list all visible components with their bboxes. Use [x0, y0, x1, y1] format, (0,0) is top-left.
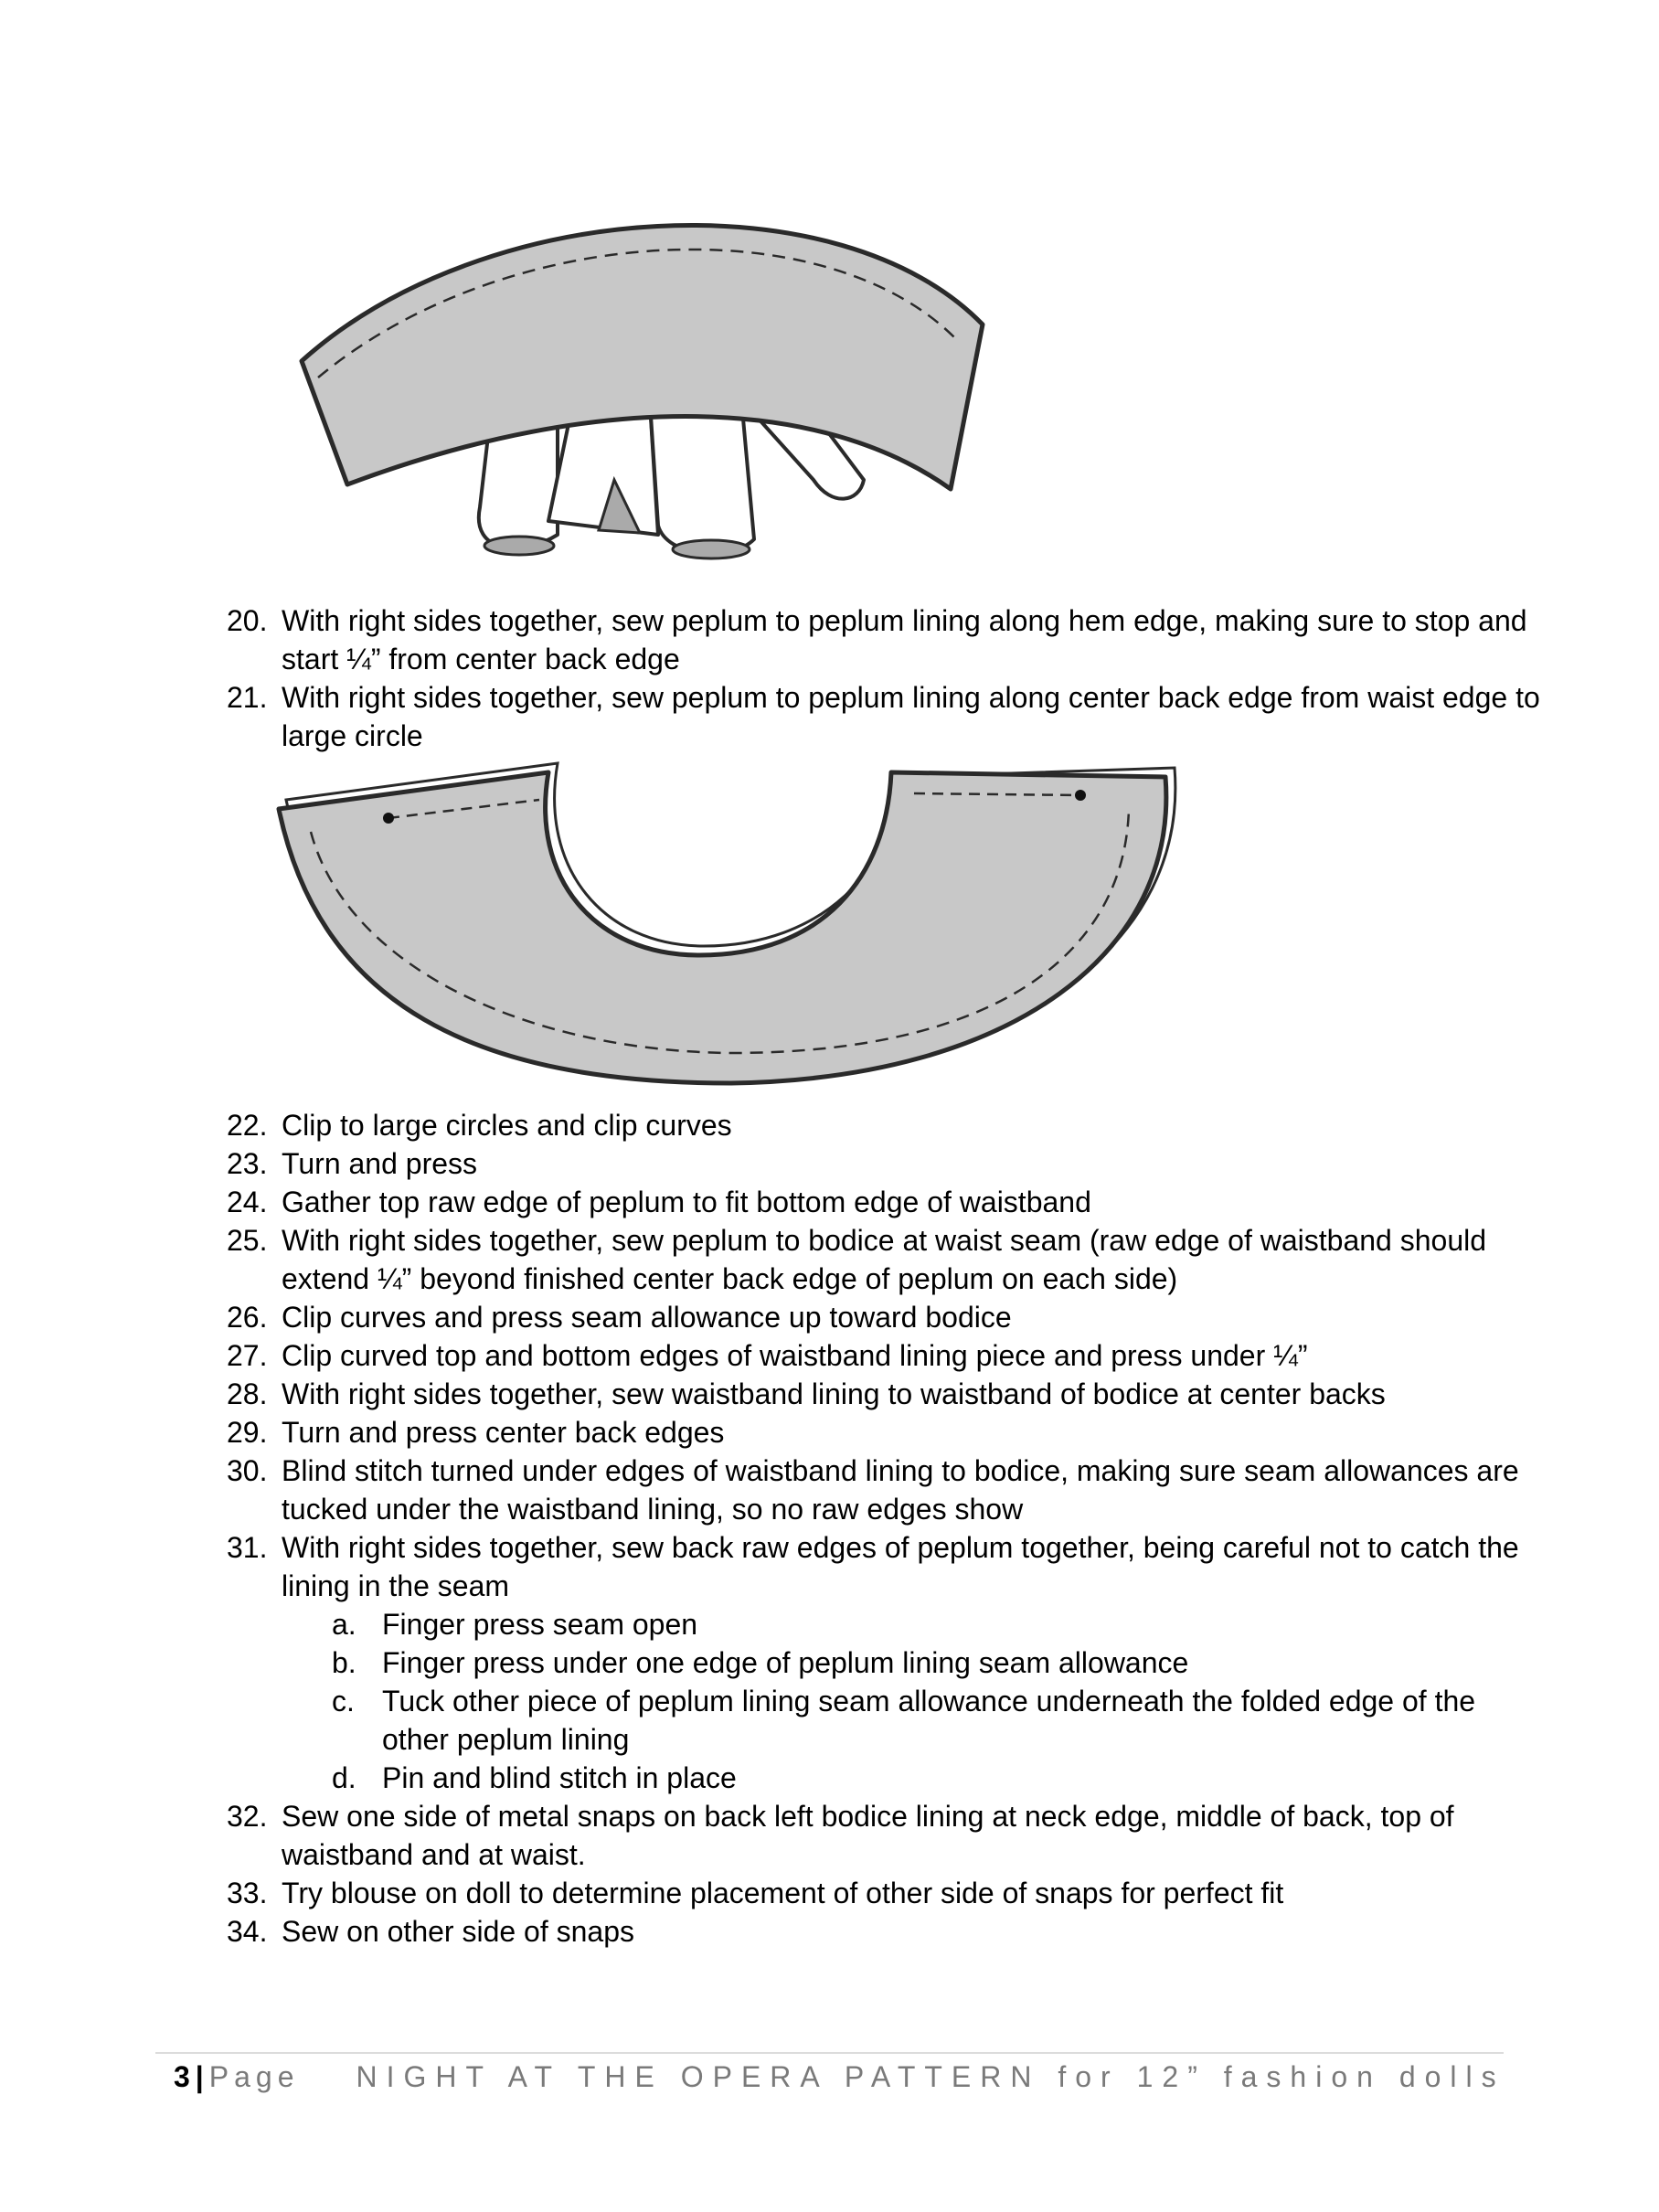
list-item [227, 1336, 1543, 1375]
step-number: 34. [227, 1915, 268, 1948]
sub-list-item [282, 1643, 1543, 1682]
step-text: Gather top raw edge of peplum to fit bottom edge of waistband [282, 1186, 1091, 1218]
step-number: 32. [227, 1800, 268, 1833]
list-item [227, 1528, 1543, 1797]
footer-separator: | [195, 2060, 204, 2093]
step-text: Clip curved top and bottom edges of waistband lining piece and press under ¼” [282, 1339, 1308, 1372]
sub-step-text: Finger press under one edge of peplum lining seam allowance [382, 1646, 1189, 1679]
step-text: Try blouse on doll to determine placement of other side of snaps for perfect fit [282, 1877, 1284, 1909]
step-text: Turn and press [282, 1147, 478, 1180]
peplum-with-lining-illustration [274, 206, 1298, 590]
list-item [227, 1912, 1543, 1951]
step-number: 26. [227, 1301, 268, 1334]
list-item [227, 678, 1543, 755]
step-text: With right sides together, sew peplum to bodice at waist seam (raw edge of waistband should extend ¼” beyond finished center back edge of peplum on each side) [282, 1224, 1487, 1295]
sub-step-letter: d. [332, 1761, 356, 1794]
peplum-piece-shape [279, 772, 1166, 1083]
step-text: With right sides together, sew peplum to peplum lining along center back edge from waist edge to large circle [282, 681, 1540, 752]
page-footer [174, 2058, 1505, 2095]
list-item [227, 1106, 1543, 1144]
list-item [227, 1221, 1543, 1298]
instruction-steps-bottom [227, 1106, 1543, 1951]
sub-step-letter: b. [332, 1646, 356, 1679]
step-text: Turn and press center back edges [282, 1416, 725, 1449]
peplum-back-edge-illustration [274, 759, 1216, 1106]
list-item [227, 1183, 1543, 1221]
sub-step-text: Tuck other piece of peplum lining seam allowance underneath the folded edge of the other peplum lining [382, 1685, 1476, 1756]
step-number: 33. [227, 1877, 268, 1909]
step-text: Blind stitch turned under edges of waistband lining to bodice, making sure seam allowances are tucked under the waistband lining, so no raw edges show [282, 1454, 1519, 1526]
step-number: 27. [227, 1339, 268, 1372]
step-number: 22. [227, 1109, 268, 1142]
step-number: 28. [227, 1377, 268, 1410]
page-label: Page [208, 2060, 300, 2093]
step-number: 31. [227, 1531, 268, 1564]
list-item [227, 1413, 1543, 1452]
sub-step-text: Pin and blind stitch in place [382, 1761, 737, 1794]
step-text: With right sides together, sew peplum to peplum lining along hem edge, making sure to stop and start ¼” from center back edge [282, 604, 1527, 675]
sub-list-item [282, 1605, 1543, 1643]
step-text: With right sides together, sew waistband lining to waistband of bodice at center backs [282, 1377, 1386, 1410]
left-circle-mark [383, 813, 394, 824]
step-text: Clip to large circles and clip curves [282, 1109, 732, 1142]
sub-step-letter: c. [332, 1685, 355, 1717]
sub-list-item [282, 1682, 1543, 1759]
step-number: 20. [227, 604, 268, 637]
right-circle-mark [1075, 790, 1086, 801]
instruction-steps-top [227, 601, 1543, 755]
page-number: 3 [174, 2060, 190, 2093]
right-cuff-shape [673, 540, 750, 558]
step-text: Sew one side of metal snaps on back left bodice lining at neck edge, middle of back, top of waistband and at waist. [282, 1800, 1454, 1871]
document-title: NIGHT AT THE OPERA PATTERN for 12” fashion dolls [356, 2060, 1505, 2093]
step-number: 29. [227, 1416, 268, 1449]
list-item [227, 601, 1543, 678]
list-item [227, 1375, 1543, 1413]
step-text: Clip curves and press seam allowance up toward bodice [282, 1301, 1012, 1334]
step-number: 23. [227, 1147, 268, 1180]
footer-divider [155, 2052, 1504, 2054]
sub-step-letter: a. [332, 1608, 356, 1641]
step-number: 24. [227, 1186, 268, 1218]
list-item [227, 1144, 1543, 1183]
step-text: Sew on other side of snaps [282, 1915, 635, 1948]
list-item [227, 1298, 1543, 1336]
list-item [227, 1874, 1543, 1912]
step-number: 25. [227, 1224, 268, 1257]
step-number: 30. [227, 1454, 268, 1487]
sub-step-text: Finger press seam open [382, 1608, 698, 1641]
step-number: 21. [227, 681, 268, 714]
list-item [227, 1797, 1543, 1874]
list-item [227, 1452, 1543, 1528]
sub-steps [282, 1605, 1543, 1797]
step-text: With right sides together, sew back raw edges of peplum together, being careful not to catch the lining in the seam [282, 1531, 1519, 1602]
left-cuff-shape [484, 537, 554, 555]
sub-list-item [282, 1759, 1543, 1797]
